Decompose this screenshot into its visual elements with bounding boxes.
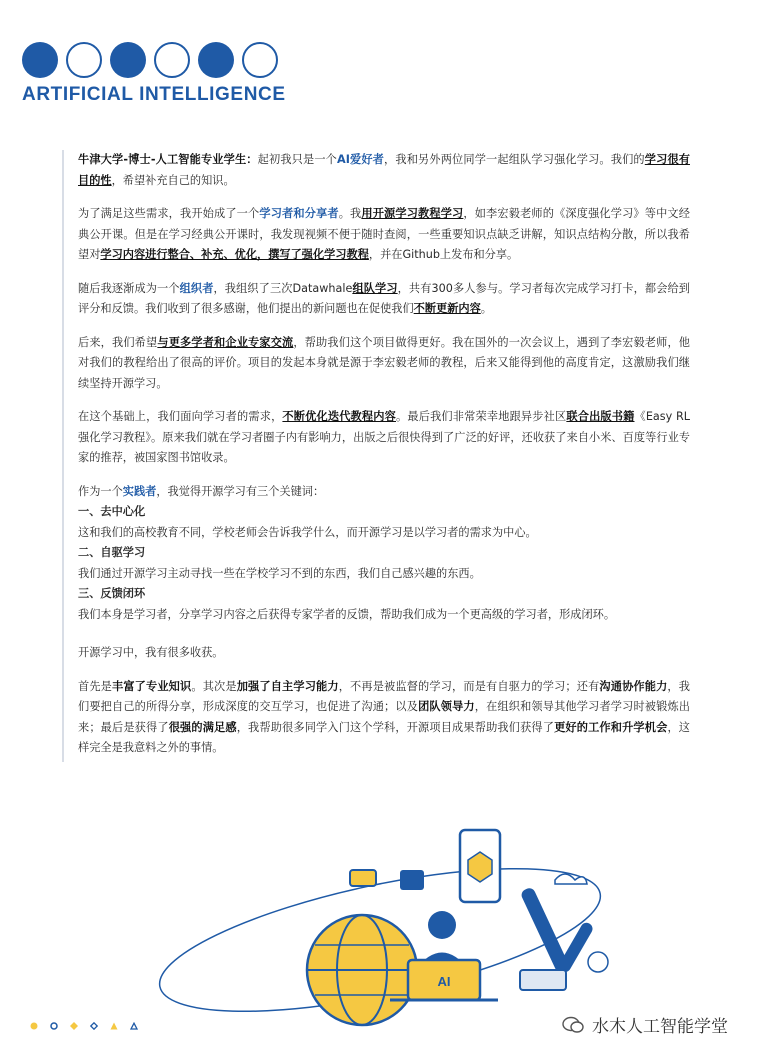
- author-label: 牛津大学-博士-人工智能专业学生：: [78, 153, 258, 166]
- brain-icon: [110, 42, 146, 78]
- bold-text: 沟通协作能力: [599, 679, 668, 693]
- text-span: ，我组织了三次Datawhale: [213, 281, 353, 295]
- chat-icon: [400, 870, 424, 890]
- text-span: 在这个基础上，我们面向学习者的需求，: [78, 410, 283, 423]
- brain-icon: [198, 42, 234, 78]
- text-span: 为了满足这些需求，我开始成了一个: [78, 207, 260, 220]
- wechat-icon: [562, 1016, 584, 1034]
- text-span: 。我: [338, 207, 362, 220]
- dot-icon: [30, 1022, 38, 1030]
- paragraph-publishing: [78, 407, 690, 469]
- cloud-icon: [555, 874, 587, 884]
- keyword-text-2: 我们通过开源学习主动寻找一些在学校学习不到的东西，我们自己感兴趣的东西。: [78, 566, 481, 580]
- bold-text: 丰富了专业知识: [112, 679, 192, 693]
- highlight-text: 实践者: [122, 484, 157, 498]
- keyword-heading-3: 三、反馈闭环: [78, 587, 146, 600]
- text-span: 随后我逐渐成为一个: [78, 281, 180, 295]
- text-span: 首先是: [78, 679, 113, 693]
- paragraph-exchange: [78, 333, 690, 395]
- text-span: 。: [480, 302, 492, 315]
- keyword-heading-1: 一、去中心化: [78, 505, 146, 518]
- watermark-text: 水木人工智能学堂: [592, 1017, 728, 1037]
- paragraph-gains: [78, 677, 690, 759]
- article-body: [62, 150, 690, 762]
- underline-text: 组队学习: [352, 281, 398, 295]
- text-span: ，我们要把自己的所得分享，形成深度的交互学习，也促进了沟通；以及: [78, 679, 690, 713]
- paragraph-gains-intro: 开源学习中，我有很多收获。: [78, 646, 224, 659]
- triangle-outline-icon: [130, 1022, 138, 1030]
- bold-text: 加强了自主学习能力: [236, 679, 339, 693]
- text-span: ，不再是被监督的学习，而是有自驱力的学习；还有: [338, 679, 600, 693]
- triangle-icon: [110, 1022, 118, 1030]
- text-span: ，共有300多人参与。学习者每次完成学习打卡，都会给到评分和反馈。我们收到了很多感谢，他们提出的新问题也在促使我们: [78, 281, 690, 315]
- underline-text: 用开源学习教程学习: [361, 207, 464, 220]
- text-span: ，在组织和领导其他学习者学习时被锻炼出来；最后是获得了: [78, 700, 690, 734]
- text-span: ，我帮助很多同学入门这个学科，开源项目成果帮助我们获得了: [236, 720, 555, 734]
- diamond-icon: [70, 1022, 78, 1030]
- robot-icon: [350, 870, 376, 886]
- text-span: ，希望补充自己的知识。: [111, 173, 235, 187]
- brain-outline-icon: [242, 42, 278, 78]
- underline-text: 联合出版书籍: [566, 410, 635, 423]
- underline-text: 与更多学者和企业专家交流: [157, 335, 294, 349]
- diamond-outline-icon: [90, 1022, 98, 1030]
- text-span: 。最后我们非常荣幸地跟异步社区: [396, 410, 567, 423]
- highlight-text: AI爱好者: [337, 153, 385, 166]
- underline-text: 不断更新内容: [413, 302, 481, 315]
- text-span: ，如李宏毅老师的《深度强化学习》等中文经典公开课。但是在学习经典公开课时，我发现视频不便于随时查阅，一些重要知识点缺乏讲解，知识点结构分散，所以我希望对: [78, 207, 690, 261]
- paragraph-intro: [78, 150, 690, 191]
- paragraph-organizer: [78, 279, 690, 320]
- text-span: ，这样完全是我意料之外的事情。: [78, 720, 690, 754]
- robot-arm-base: [520, 970, 566, 990]
- ai-illustration: [150, 820, 710, 1035]
- keyword-text-1: 这和我们的高校教育不同，学校老师会告诉我学什么，而开源学习是以学习者的需求为中心。: [78, 525, 537, 539]
- person-head-icon: [428, 911, 456, 939]
- text-span: 《Easy RL强化学习教程》。原来我们就在学习者圈子内有影响力，出版之后很快得到了广泛的好评，还收获了来自小米、百度等行业专家的推荐，被国家图书馆收录。: [78, 410, 690, 464]
- ring-icon: [50, 1022, 58, 1030]
- text-span: 起初我只是一个: [257, 153, 338, 166]
- brain-outline-icon: [66, 42, 102, 78]
- underline-text: 学习内容进行整合、补充、优化，撰写了强化学习教程: [100, 248, 369, 261]
- bold-text: 更好的工作和升学机会: [554, 720, 668, 734]
- paragraph-learner: [78, 204, 690, 266]
- bold-text: 很强的满足感: [168, 720, 237, 734]
- text-span: 作为一个: [78, 484, 123, 498]
- keyword-text-3: 我们本身是学习者，分享学习内容之后获得专家学者的反馈，帮助我们成为一个更高级的学习者，形成闭环。: [78, 607, 616, 621]
- underline-text: 不断优化迭代教程内容: [282, 410, 396, 423]
- text-span: ，我觉得开源学习有三个关键词：: [156, 484, 325, 498]
- text-span: ，我和另外两位同学一起组队学习强化学习。我们的: [384, 153, 645, 166]
- watermark: [562, 1012, 728, 1037]
- text-span: 后来，我们希望: [78, 335, 158, 349]
- bold-text: 团队领导力: [418, 700, 475, 713]
- brain-icon: [22, 42, 58, 78]
- highlight-text: 组织者: [179, 281, 214, 295]
- highlight-text: 学习者和分享者: [259, 207, 339, 220]
- atom-icon: [588, 952, 608, 972]
- ai-label: AI: [437, 974, 451, 989]
- text-span: ，帮助我们这个项目做得更好。我在国外的一次会议上，遇到了李宏毅老师，他对我们的教程给出了很高的评价。项目的发起本身就是源于李宏毅老师的教程，后来又能得到他的高度肯定，这激励我们继续坚持开源学习。: [78, 335, 690, 390]
- text-span: ，并在Github上发布和分享。: [368, 248, 519, 261]
- keyword-heading-2: 二、自驱学习: [78, 546, 146, 559]
- paragraph-keywords-intro: [78, 482, 690, 503]
- brand-title: ARTIFICIAL INTELLIGENCE: [22, 84, 286, 105]
- header-logo-row: [22, 42, 278, 78]
- text-span: 。其次是: [191, 679, 237, 693]
- footer-decoration: [30, 1022, 138, 1030]
- underline-text: 学习很有目的性: [78, 153, 690, 187]
- brain-outline-icon: [154, 42, 190, 78]
